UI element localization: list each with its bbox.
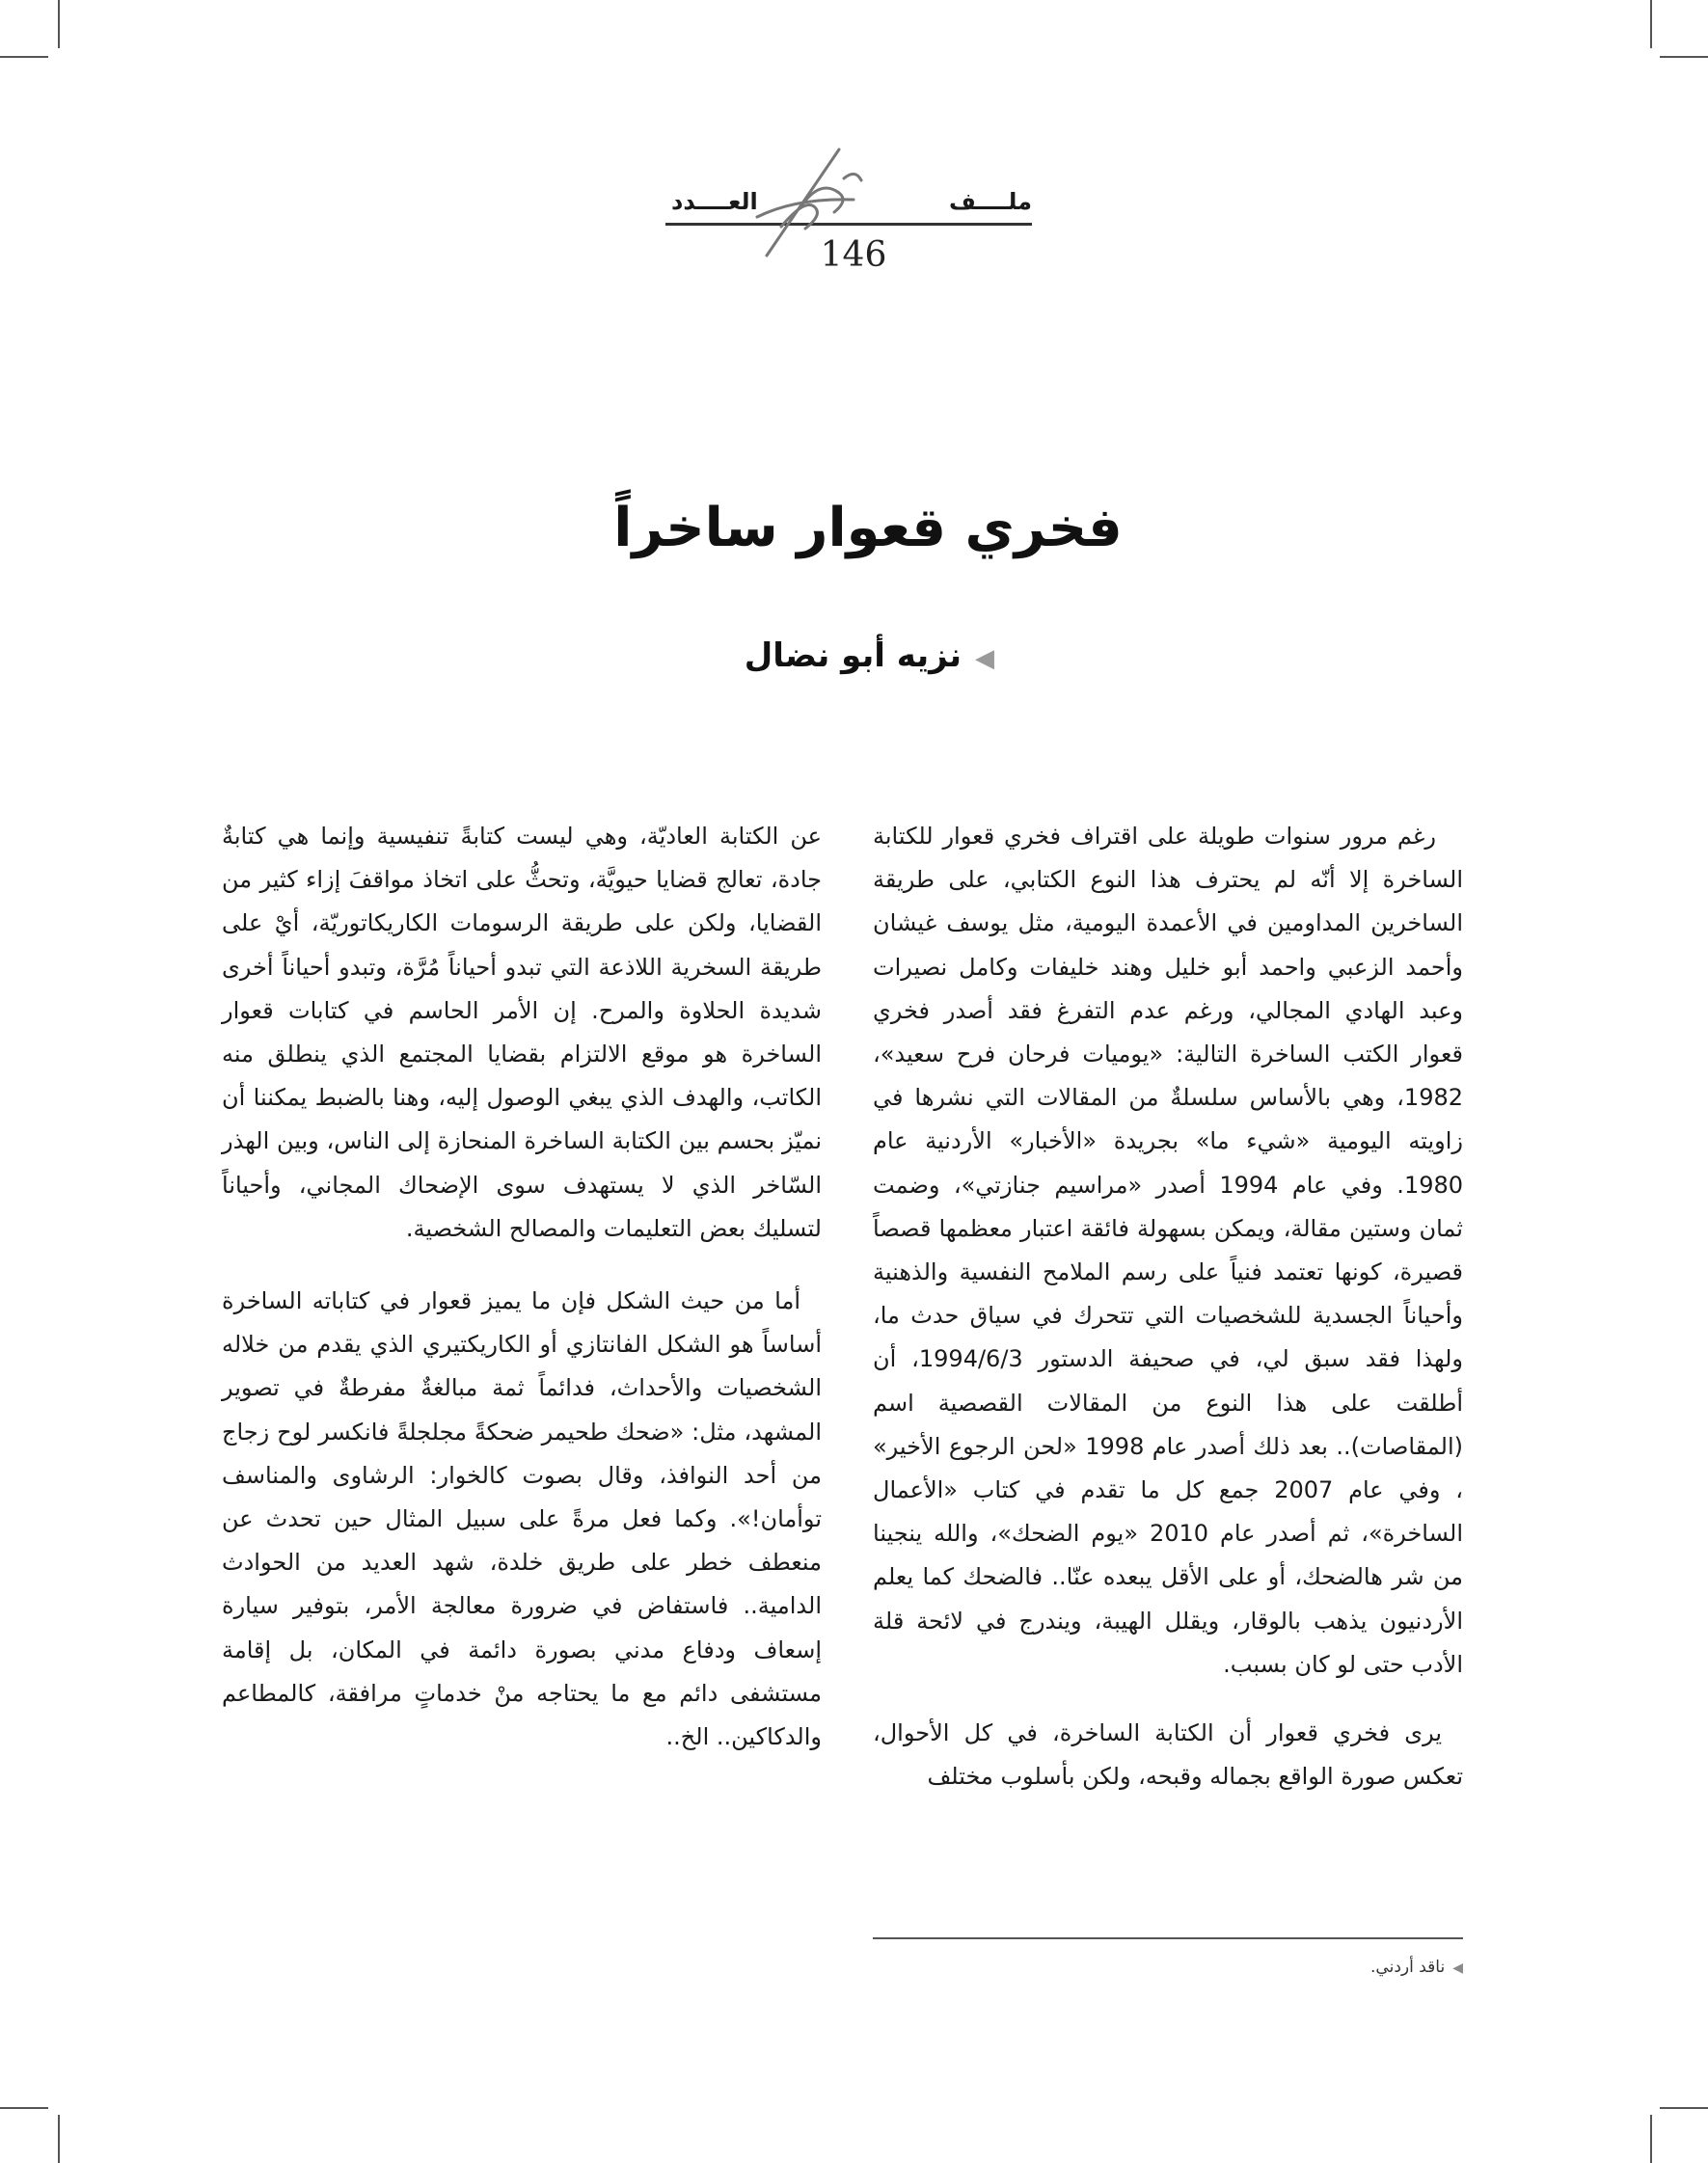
- crop-mark-top-left-h: [0, 56, 48, 58]
- text-column-right: [873, 815, 1463, 1798]
- header-rubric-issue: العــــدد: [671, 188, 758, 215]
- paragraph: رغم مرور سنوات طويلة على اقتراف فخري قعوار للكتابة الساخرة إلا أنّه لم يحترف هذا النوع الكتابي، على طريقة الساخرين المداومين في الأعمدة اليومية، مثل يوسف غيشان وأحمد الزعبي واحمد أبو خليل وهند خليفات وكامل نصيرات وعبد الهادي المجالي، ورغم عدم التفرغ فقد أصدر فخري قعوار الكتب الساخرة التالية: «يوميات فرحان فرح سعيد»، 1982، وهي بالأساس سلسلةٌ من المقالات التي نشرها في زاويته اليومية «شيء ما» بجريدة «الأخبار» الأردنية عام 1980. وفي عام 1994 أصدر «مراسيم جنازتي»، وضمت ثمان وستين مقالة، ويمكن بسهولة فائقة اعتبار معظمها قصصاً قصيرة، كونها تعتمد فنياً على رسم الملامح النفسية والذهنية وأحياناً الجسدية للشخصيات التي تتحرك في سياق حدث ما، ولهذا فقد سبق لي، في صحيفة الدستور 1994/6/3، أن أطلقت على هذا النوع من المقالات القصصية اسم (المقاصات).. بعد ذلك أصدر عام 1998 «لحن الرجوع الأخير» ، وفي عام 2007 جمع كل ما تقدم في كتاب «الأعمال الساخرة»، ثم أصدر عام 2010 «يوم الضحك»، والله ينجينا من شر هالضحك، أو على الأقل يبعده عنّا.. فالضحك كما يعلم الأردنيون يذهب بالوقار، ويقلل الهيبة، ويندرج في لائحة قلة الأدب حتى لو كان بسبب.: [873, 823, 1464, 1678]
- article-title: فخري قعوار ساخراً: [613, 497, 1123, 559]
- header-rubric-file: ملــــف: [948, 188, 1032, 215]
- page-number: 146: [820, 235, 887, 275]
- crop-mark-bottom-right-h: [1660, 2107, 1708, 2109]
- paragraph: يرى فخري قعوار أن الكتابة الساخرة، في كل الأحوال، تعكس صورة الواقع بجماله وقبحه، ولكن بأسلوب مختلف: [873, 1719, 1463, 1791]
- crop-mark-bottom-left-h: [0, 2107, 48, 2109]
- paragraph: أما من حيث الشكل فإن ما يميز قعوار في كتاباته الساخرة أساساً هو الشكل الفانتازي أو الكاريكتيري الذي يقدم من خلاله الشخصيات والأحداث، فدائماً ثمة مبالغةٌ مفرطةٌ في تصوير المشهد، مثل: «ضحك طحيمر ضحكةً مجلجلةً فانكسر لوح زجاج من أحد النوافذ، وقال بصوت كالخوار: الرشاوى والمناسف توأمان!». وكما فعل مرةً على سبيل المثال حين تحدث عن منعطف خطر على طريق خلدة، شهد العديد من الحوادث الدامية.. فاستفاض في ضرورة معالجة الأمر، بتوفير سيارة إسعاف ودفاع مدني بصورة دائمة في المكان، بل إقامة مستشفى دائم مع ما يحتاجه منْ خدماتٍ مرافقة، كالمطاعم والدكاكين.. الخ..: [222, 1287, 822, 1751]
- footnote: [1370, 1958, 1463, 1977]
- text-column-left: [222, 815, 822, 1759]
- footnote-rule: [873, 1937, 1463, 1939]
- crop-mark-bottom-left: [58, 2115, 60, 2163]
- author-triangle-icon: ◀: [975, 644, 994, 673]
- crop-mark-top-right: [1650, 0, 1652, 48]
- paragraph: عن الكتابة العاديّة، وهي ليست كتابةً تنفيسية وإنما هي كتابةٌ جادة، تعالج قضايا حيويَّة، وتحثُّ على اتخاذ مواقفَ إزاء كثير من القضايا، ولكن على طريقة الرسومات الكاريكاتوريّة، أيْ على طريقة السخرية اللاذعة التي تبدو أحياناً مُرَّة، وتبدو أحياناً أخرى شديدة الحلاوة والمرح. إن الأمر الحاسم في كتابات قعوار الساخرة هو موقع الالتزام بقضايا المجتمع الذي ينطلق منه الكاتب، والهدف الذي يبغي الوصول إليه، وهنا بالضبط يمكننا أن نميّز بحسم بين الكتابة الساخرة المنحازة إلى الناس، وبين الهذر السّاخر الذي لا يستهدف سوى الإضحاك المجاني، وأحياناً لتسليك بعض التعليمات والمصالح الشخصية.: [222, 823, 822, 1242]
- crop-mark-top-right-h: [1660, 56, 1708, 58]
- footnote-triangle-icon: ◀: [1452, 1960, 1463, 1976]
- crop-mark-top-left: [58, 0, 60, 48]
- author-name: نزيه أبو نضال: [744, 636, 962, 675]
- article-author: [745, 636, 994, 675]
- crop-mark-bottom-right: [1650, 2115, 1652, 2163]
- footnote-text: ناقد أردني.: [1370, 1958, 1446, 1977]
